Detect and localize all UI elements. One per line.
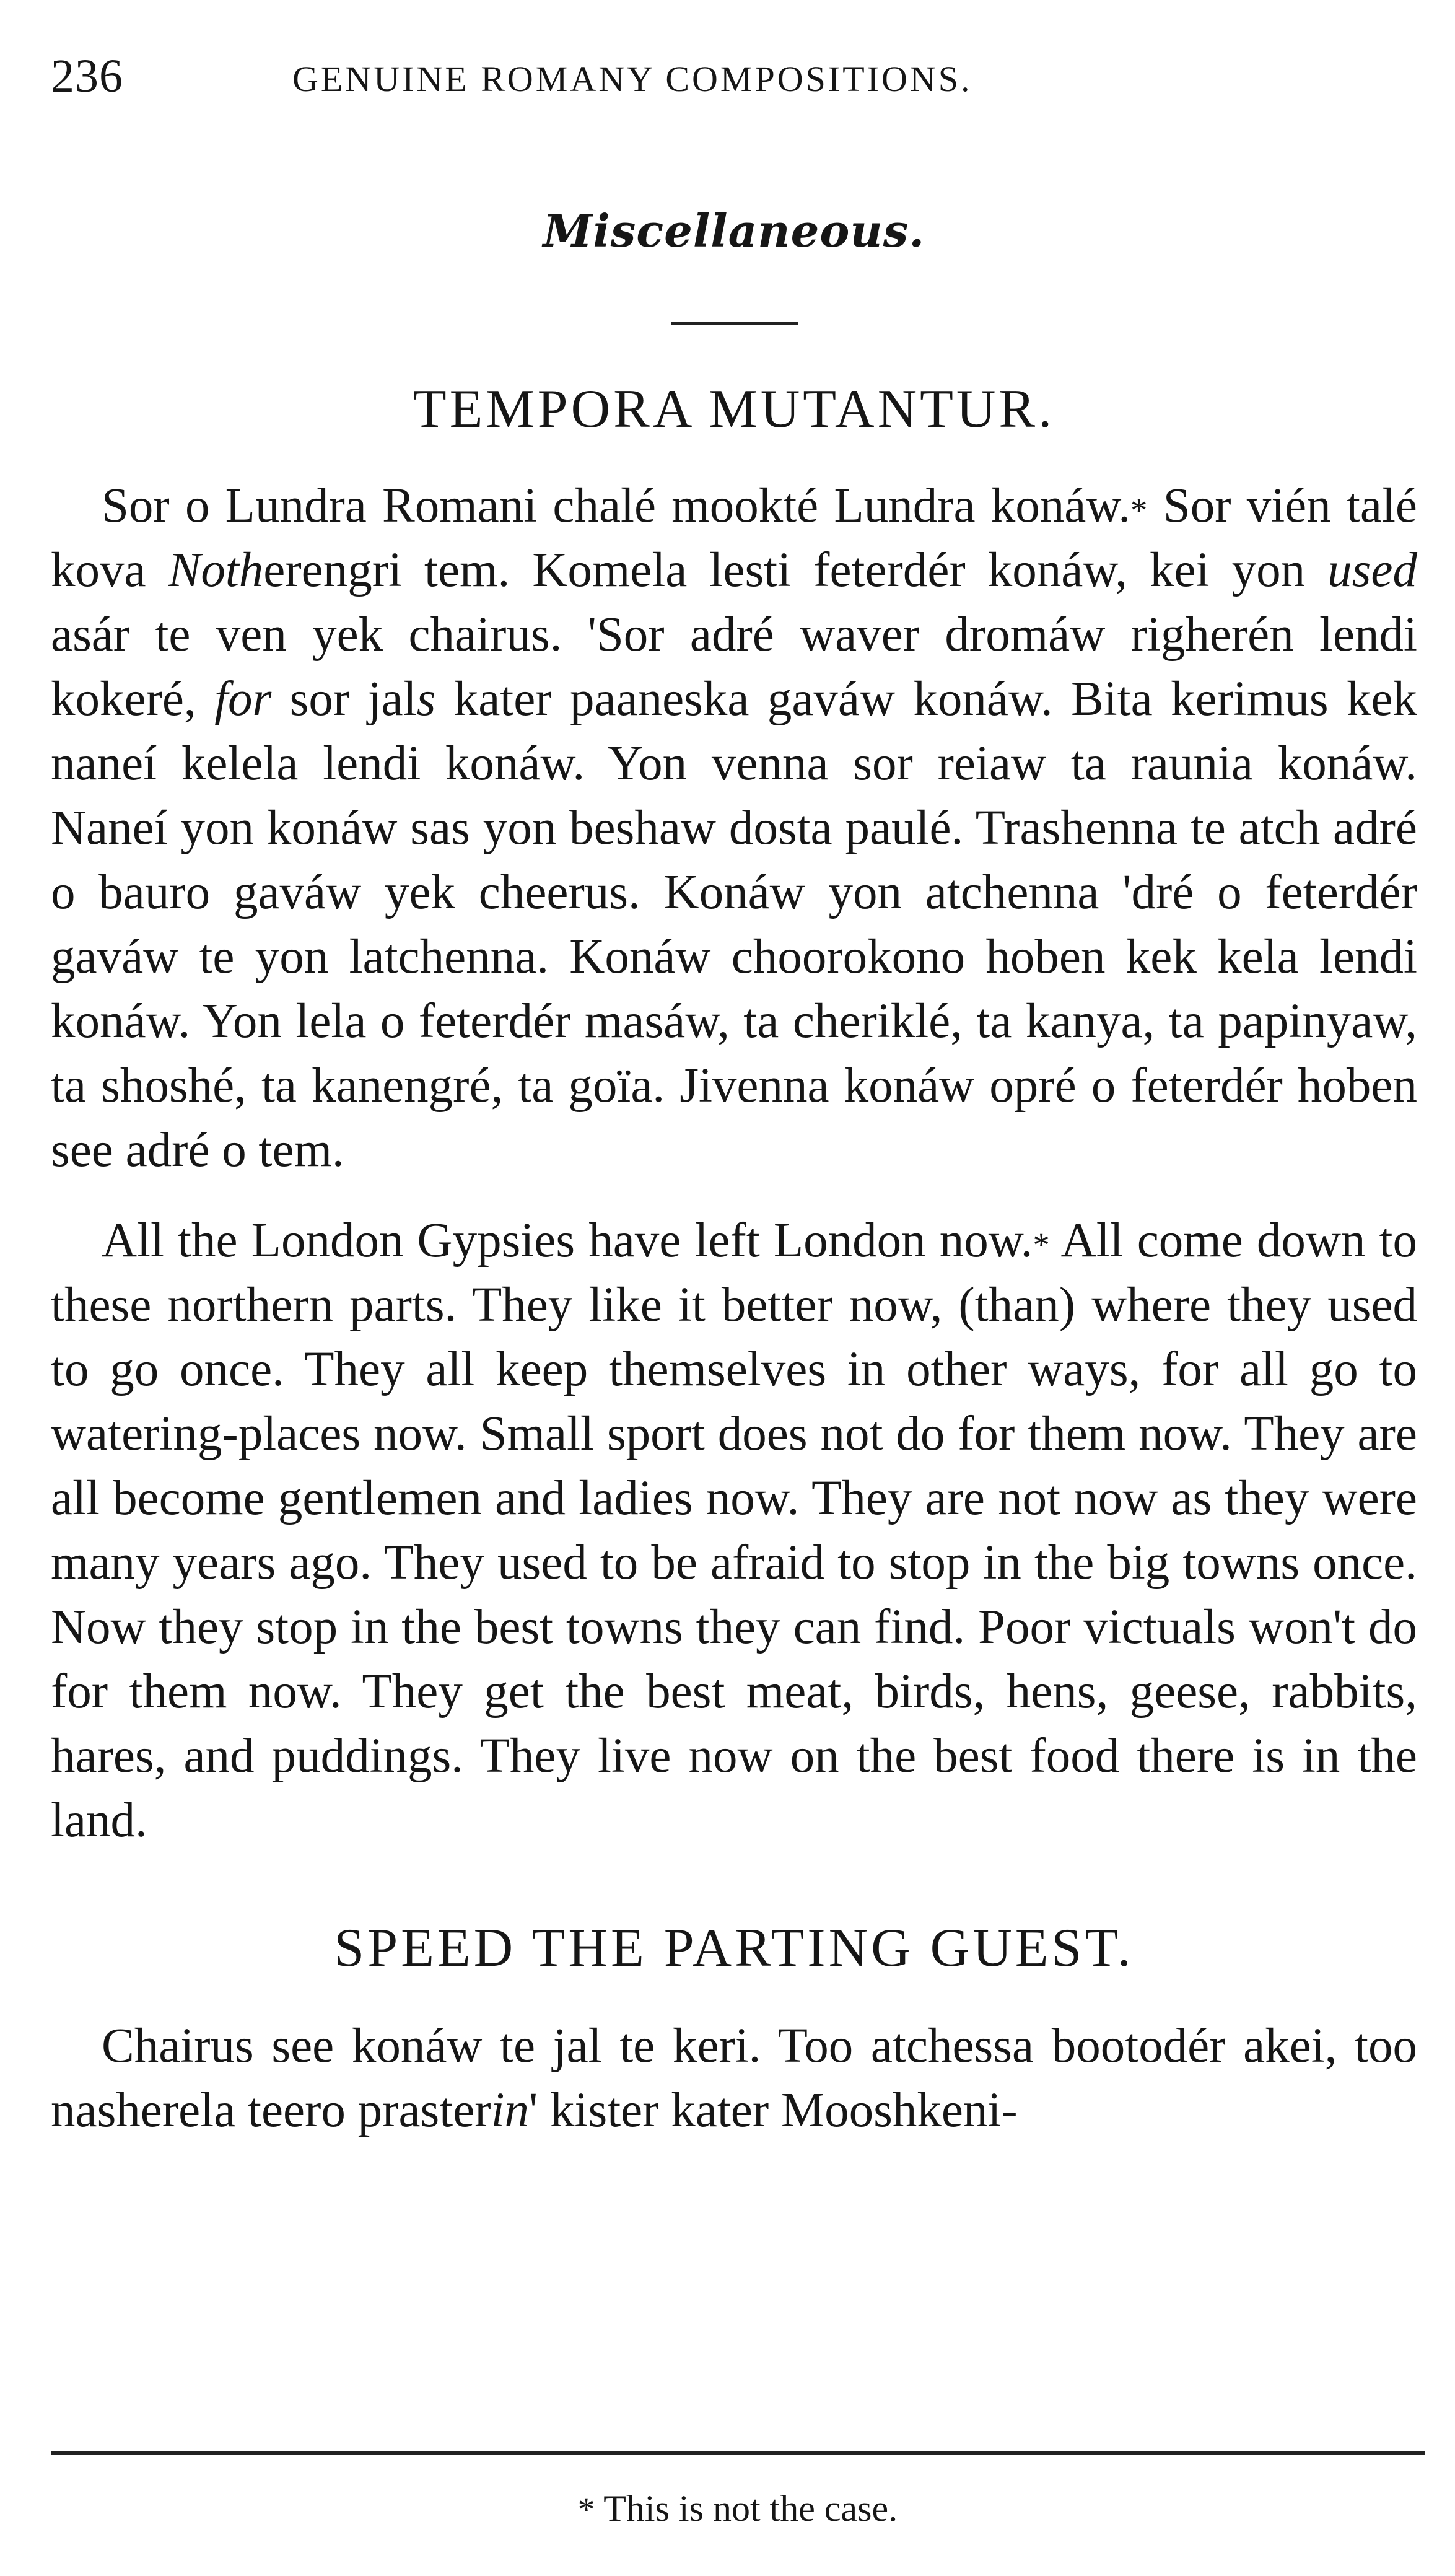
italic-run: Noth	[168, 543, 264, 597]
footnote-text: This is not the case.	[603, 2488, 898, 2529]
text-run: Sor o Lundra Romani chalé mookté Lundra konáw.	[102, 479, 1131, 533]
text-run: Sor vién talé kova	[51, 479, 1417, 597]
text-run: All come down to these northern parts. They like it better now, (than) where they used to go once. They all keep themselves in other ways, for all go to watering-places now. Small sport does not do for them now. They are all become gentlemen and ladies now. They are not now as they were many years ago. They used to be afraid to stop in the big towns once. Now they stop in the best towns they can find. Poor victuals won't do for them now. They get the best meat, birds, hens, geese, rabbits, hares, and puddings. They live now on the best food there is in the land.	[51, 1214, 1418, 1847]
text-run: erengri tem. Komela lesti feterdér konáw, kei yon	[263, 543, 1328, 597]
running-title: GENUINE ROMANY COMPOSITIONS.	[292, 59, 972, 99]
text-run: sor jal	[271, 672, 417, 726]
running-head	[51, 37, 1417, 112]
italic-run: used	[1327, 543, 1417, 597]
footnote-ref: *	[1033, 1226, 1050, 1264]
text-run: Sor adré waver dromáw righerén lendi kokeré,	[51, 608, 1417, 726]
italic-run: for	[214, 672, 272, 726]
text-run: Chairus see konáw te jal te keri. Too atchessa bootodér akei, too nasherela teero praster	[51, 2019, 1417, 2137]
text-run: asár te ven yek chairus.	[51, 608, 588, 662]
paragraph-english	[51, 1209, 1417, 1853]
paragraph-speed	[51, 2014, 1417, 2143]
page-number: 236	[51, 50, 123, 102]
page	[51, 37, 1417, 2143]
text-run: ' kister kater Mooshkeni-	[529, 2083, 1018, 2137]
italic-run: in	[491, 2083, 530, 2137]
italic-run: s	[416, 672, 436, 726]
paragraph-romany	[51, 474, 1417, 1183]
footnote-ref: *	[1130, 491, 1148, 529]
footnote	[51, 2487, 1425, 2530]
text-run: All the London Gypsies have left London now.	[102, 1214, 1033, 1268]
text-run: kater paaneska gaváw konáw. Bita kerimus kek naneí kelela lendi konáw. Yon venna sor reiaw ta raunia konáw. Naneí yon konáw sas yon beshaw dosta paulé. Trashenna te atch adré o bauro gaváw yek cheerus. Konáw yon atchenna 'dré o feterdér gaváw te yon latchenna. Konáw choorokono hoben kek kela lendi konáw. Yon lela o feterdér masáw, ta cheriklé, ta kanya, ta papinyaw, ta shoshé, ta kanengré, ta goïa. Jivenna konáw opré o feterdér hoben see adré o tem.	[51, 672, 1418, 1177]
heading-tempora-mutantur: TEMPORA MUTANTUR.	[413, 379, 1055, 439]
title-rule	[671, 322, 798, 325]
footnote-mark: *	[577, 2491, 595, 2528]
section-title: Miscellaneous.	[543, 204, 925, 257]
text-run: '	[587, 608, 596, 662]
footnote-rule	[51, 2451, 1425, 2455]
heading-speed-the-parting-guest: SPEED THE PARTING GUEST.	[334, 1918, 1134, 1978]
